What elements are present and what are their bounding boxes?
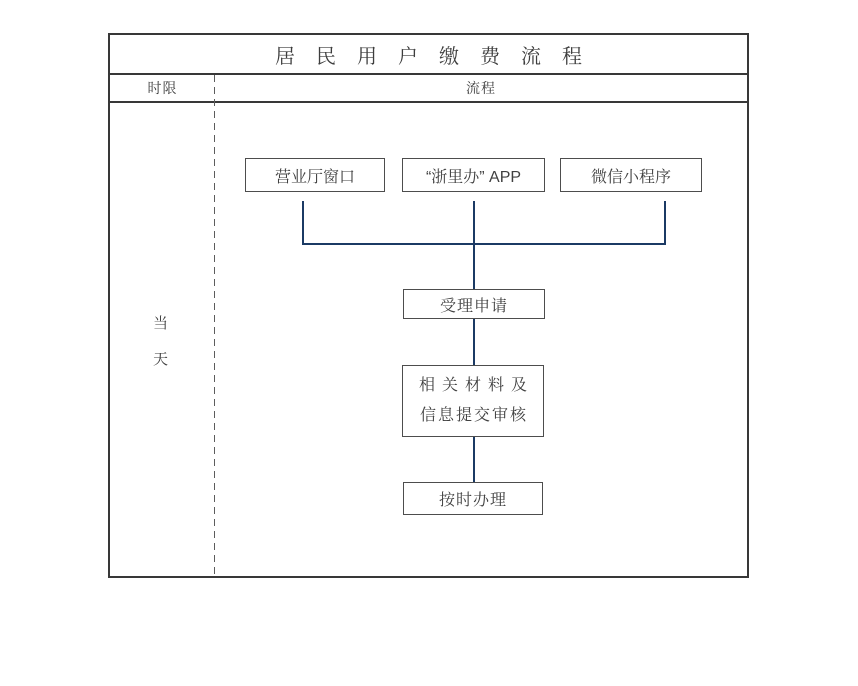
connector-accept-to-review	[473, 319, 475, 365]
table-title: 居民用户缴费流程	[110, 35, 747, 75]
channel-box-wechat-miniprogram: 微信小程序	[560, 158, 702, 192]
step-box-materials-review	[402, 365, 544, 437]
step-box-accept-application: 受理申请	[403, 289, 545, 319]
step-box-materials-review-line1: 相关材料及	[418, 377, 534, 394]
step-box-ontime-processing: 按时办理	[403, 482, 543, 515]
connector-stub-left	[302, 201, 304, 243]
connector-stub-right	[664, 201, 666, 243]
column-divider-dashed-line	[214, 75, 215, 578]
time-limit-cell	[108, 103, 214, 578]
step-box-materials-review-line2: 信息提交审核	[419, 407, 528, 424]
channel-box-zheliban-app: “浙里办” APP	[402, 158, 545, 192]
channel-box-business-hall-window: 营业厅窗口	[245, 158, 385, 192]
column-header-process: 流程	[466, 80, 496, 96]
connector-stub-center	[473, 201, 475, 243]
column-header-time-limit: 时限	[147, 80, 178, 96]
connector-to-accept	[473, 245, 475, 289]
connector-merge-bar	[302, 243, 666, 245]
table-header-row	[110, 75, 747, 103]
time-limit-char-tian: 天	[152, 351, 169, 368]
time-limit-char-dang: 当	[152, 315, 169, 332]
connector-review-to-final	[473, 437, 475, 482]
